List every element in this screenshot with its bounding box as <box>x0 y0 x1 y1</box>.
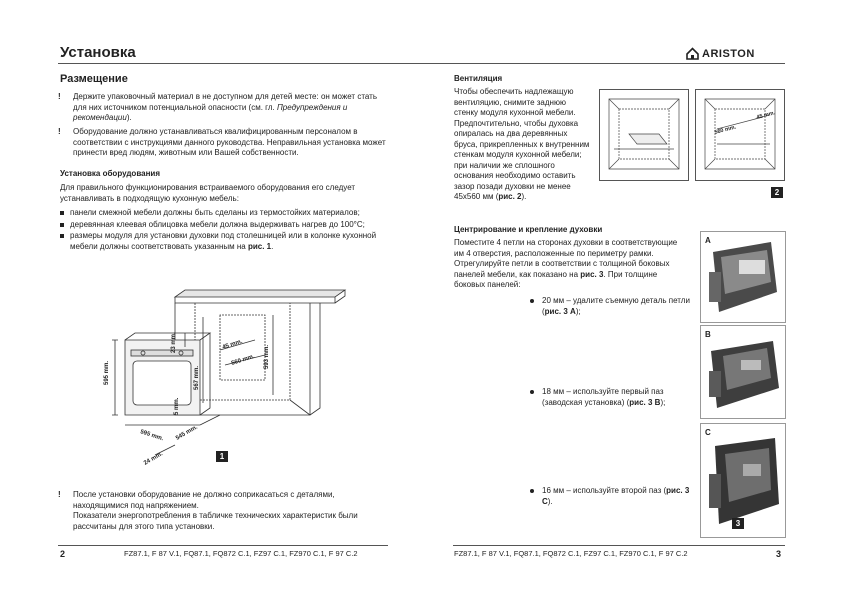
ventilation-text: Чтобы обеспечить надлежащую вентиляцию, снимите заднюю стенку модуля кухонной мебели. Предпочтительно, чтобы духовка опиралась на два деревянных бруса, прикрепленных к внутренним стенкам модуля кухонной мебели; при наличии же сплошного основания необходимо оставить зазор позади духовки не менее 45х560 мм (рис. 2). <box>454 87 590 201</box>
dim-595-width: 595 mm. <box>139 429 165 443</box>
footer-models-right: FZ87.1, F 87 V.1, FQ87.1, FQ872 C.1, FZ97 C.1, FZ970 C.1, F 97 C.2 <box>454 549 688 558</box>
header-rule <box>58 63 785 64</box>
dim-23: 23 mm. <box>171 332 177 353</box>
dim-595: 595 mm. <box>104 360 110 385</box>
figure-2-label: 2 <box>771 187 783 198</box>
bullet-heat-resistant: панели смежной мебели должны быть сделаны из термостойких материалов; <box>60 208 388 219</box>
figure-3-label: 3 <box>732 518 744 529</box>
dim-24: 24 mm. <box>143 451 164 467</box>
footer-rule-right <box>453 545 785 546</box>
hinge-photo-b: B <box>700 325 786 419</box>
dim-5: 5 mm. <box>174 397 180 415</box>
dim-45: 45 mm. <box>221 338 244 351</box>
sub-title-installation: Установка оборудования <box>60 169 160 178</box>
warning-live-parts: ! После установки оборудование не должно соприкасаться с деталями, находящимися под напряжением. <box>58 490 335 510</box>
bullet-dimensions: размеры модуля для установки духовки под столешницей или в колонке кухонной мебели должны соответствовать указанным на рис. 1. <box>60 231 388 252</box>
section-title: Размещение <box>60 73 128 85</box>
house-icon <box>686 47 699 60</box>
warning-packaging: ! Держите упаковочный материал в не доступном для детей месте: он может стать для них источником потенциальной опасности (см. гл. Предупреждения и рекомендации). <box>58 92 377 122</box>
dim-567: 567 mm. <box>194 365 200 390</box>
ventilation-title: Вентиляция <box>454 74 503 83</box>
centering-title: Центрирование и крепление духовки <box>454 225 603 234</box>
option-18mm: 18 мм – используйте первый паз (заводская установка) (рис. 3 B); <box>528 387 690 408</box>
oven-installation-diagram <box>95 285 355 470</box>
ventilation-diagram-b <box>695 89 785 181</box>
centering-text: Поместите 4 петли на сторонах духовки в соответствующие им 4 отверстия, расположенные по периметру рамки. Отрегулируйте петли в соответствии с толщиной боковых панелей мебели, как показано на рис. 3. При толщине боковых панелей: <box>454 238 678 289</box>
footer-models-left: FZ87.1, F 87 V.1, FQ87.1, FQ872 C.1, FZ97 C.1, FZ970 C.1, F 97 C.2 <box>124 549 358 558</box>
option-16mm: 16 мм – используйте второй паз (рис. 3 C). <box>528 486 690 507</box>
page-title: Установка <box>60 44 136 61</box>
hinge-photo-c: C <box>700 423 786 538</box>
vent-dim-45: 45 mm. <box>755 110 776 121</box>
ventilation-diagram-a <box>599 89 689 181</box>
installation-intro: Для правильного функционирования встраиваемого оборудования его следует устанавливать в подходящую кухонную мебель: <box>60 183 356 203</box>
page-number-left: 2 <box>60 549 66 559</box>
page-number-right: 3 <box>776 549 782 559</box>
brand-logo <box>686 47 755 60</box>
footer-rule-left <box>58 545 388 546</box>
hinge-photo-a: A <box>700 231 786 323</box>
dim-593: 593 mm. <box>264 344 270 369</box>
warning-qualified: ! Оборудование должно устанавливаться квалифицированным персоналом в соответствии с инструкциями данного руководства. Неправильная установка может принести вред людям, животным или Вашей собственности. <box>58 127 386 157</box>
dim-560: 560 mm. <box>230 353 256 367</box>
bullet-list <box>60 208 388 252</box>
option-20mm: 20 мм – удалите съемную деталь петли (рис. 3 A); <box>528 296 690 317</box>
bullet-veneer: деревянная клеевая облицовка мебели должна выдерживать нагрев до 100°C; <box>60 220 388 231</box>
figure-1-label: 1 <box>216 451 228 462</box>
energy-note: Показатели энергопотребления в табличке технических характеристик были рассчитаны для этого типа установки. <box>73 511 358 531</box>
brand-name: ARISTON <box>702 47 755 60</box>
vent-dim-560: 560 mm. <box>713 124 737 136</box>
dim-545: 545 mm. <box>175 424 199 442</box>
